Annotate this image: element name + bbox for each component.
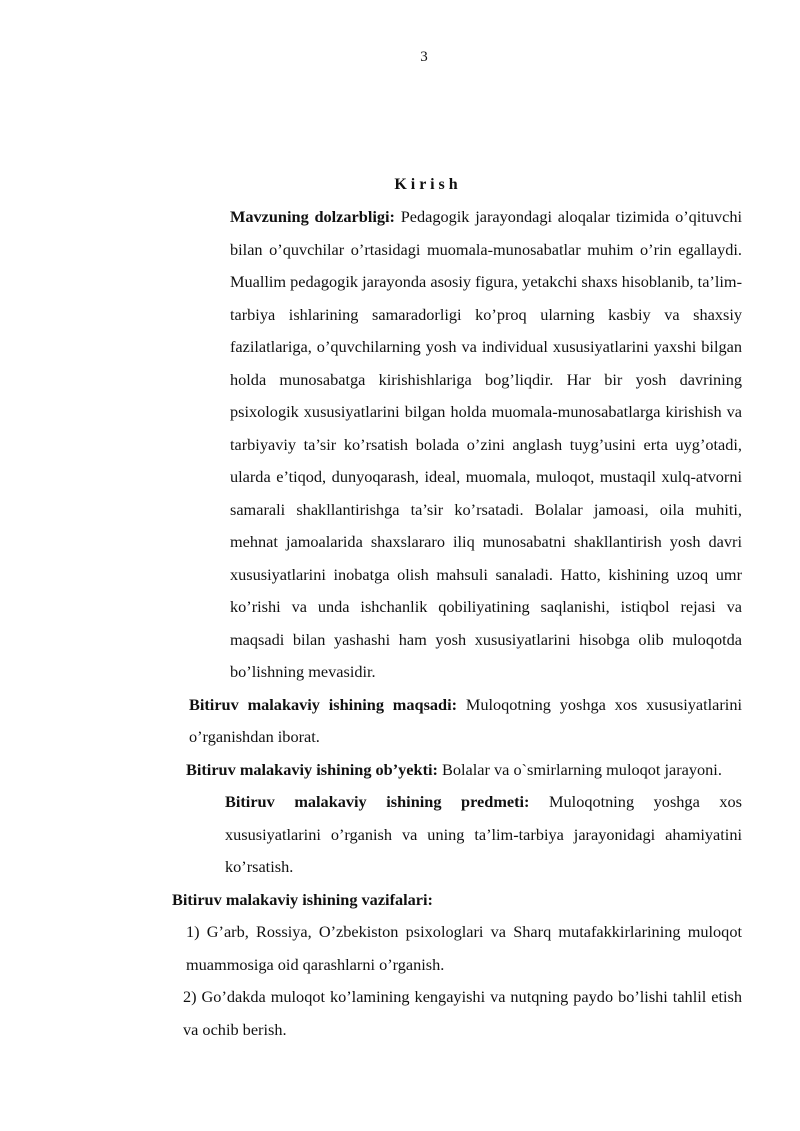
goal-text: Muloqotning yoshga xos xususiyatlarini o’rganishdan iborat. [189, 694, 742, 746]
relevance-text: Pedagogik jarayondagi aloqalar tizimida o’qituvchi bilan o’quvchilar o’rtasidagi muomala-munosabatlar muhim o’rin egallaydi. Muallim pedagogik jarayonda asosiy figura, yetakchi shaxs hisoblanib, ta’lim-tarbiya ishlarining samaradorligi ko’proq ularning kasbiy va shaxsiy fazilatlariga, o’quvchilarning yosh va individual xususiyatlarini yaxshi bilgan holda munosabatga kirishishlariga bog’liqdir. Har bir yosh davrining psixologik xususiyatlarini bilgan holda muomala-munosabatlarga kirishish va tarbiyaviy ta’sir ko’rsatish bolada o’zini anglash tuyg’usini erta uyg’otadi, ularda e’tiqod, dunyoqarash, ideal, muomala, muloqot, mustaqil xulq-atvorni samarali shakllantirishga ta’sir ko’rsatadi. Bolalar jamoasi, oila muhiti, mehnat jamoalarida shaxslararo iliq munosabatni shakllantirish yosh davri xususiyatlarini inobatga olish mahsuli sanaladi. Hatto, kishining uzoq umr ko’rishi va unda ishchanlik qobiliyatining saqlanishi, istiqbol rejasi va maqsadi bilan yashashi ham yosh xususiyatlarini hisobga olib muloqotda bo’lishning mevasidir. [230, 207, 743, 681]
object-paragraph [115, 754, 742, 787]
goal-paragraph [115, 689, 742, 754]
object-text: Bolalar va o`smirlarning muloqot jarayoni. [437, 759, 722, 779]
document-body [115, 201, 742, 1046]
task-item: 1) G’arb, Rossiya, O’zbekiston psixologlari va Sharq mutafakkirlarining muloqot muammosiga oid qarashlarni o’rganish. [186, 922, 742, 974]
tasks-heading: Bitiruv malakaviy ishining vazifalari: [172, 889, 433, 909]
object-label: Bitiruv malakaviy ishining ob’yekti: [186, 759, 438, 779]
subject-paragraph [115, 786, 742, 884]
page-number: 3 [420, 49, 428, 65]
relevance-label: Mavzuning dolzarbligi: [230, 207, 395, 226]
goal-label: Bitiruv malakaviy ishining maqsadi: [189, 694, 458, 714]
section-heading: K i r i s h [394, 176, 458, 193]
relevance-paragraph [115, 201, 742, 689]
subject-label: Bitiruv malakaviy ishining predmeti: [225, 792, 530, 811]
task-item: 2) Go’dakda muloqot ko’lamining kengayishi va nutqning paydo bo’lishi tahlil etish va ochib berish. [183, 987, 742, 1039]
subject-text: Muloqotning yoshga xos xususiyatlarini o’rganish va uning ta’lim-tarbiya jarayonidagi ahamiyatini ko’rsatish. [225, 792, 742, 876]
